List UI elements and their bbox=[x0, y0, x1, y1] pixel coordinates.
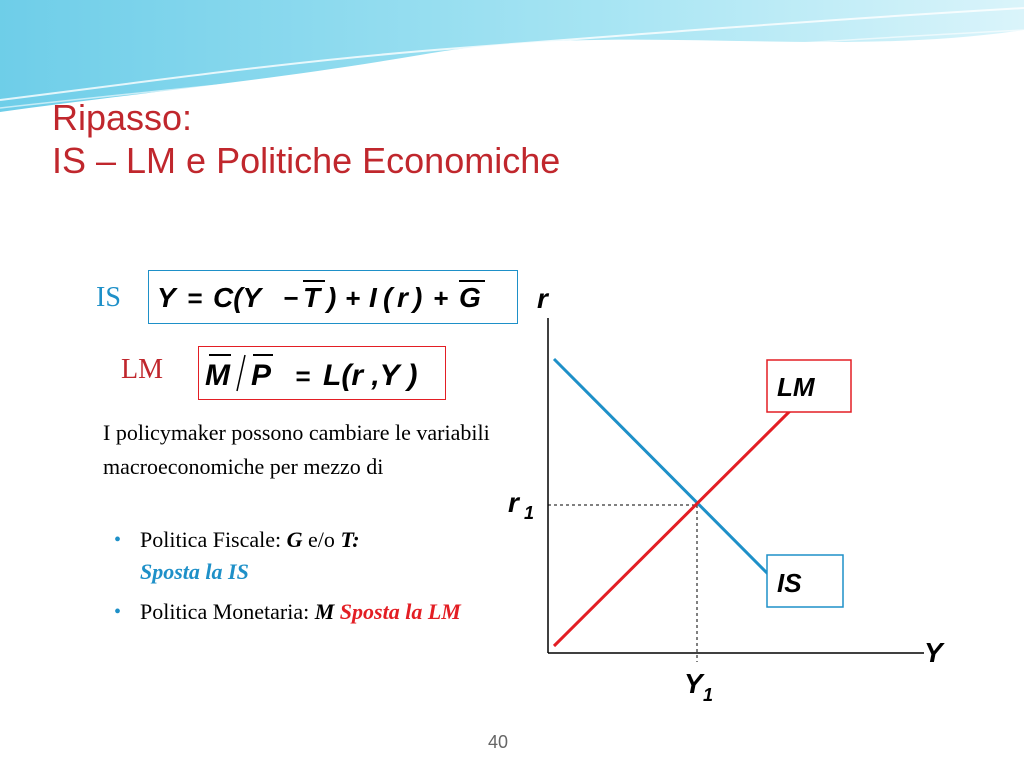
r1-label: r bbox=[508, 487, 519, 518]
svg-text:I: I bbox=[369, 282, 377, 313]
is-equation-label: IS bbox=[96, 282, 121, 313]
svg-text:P: P bbox=[251, 359, 272, 392]
bullet2-effect: Sposta la LM bbox=[339, 599, 461, 624]
intro-paragraph: I policymaker possono cambiare le variabili macroeconomiche per mezzo di bbox=[103, 420, 490, 479]
lm-equation-label: LM bbox=[121, 354, 163, 385]
bullet1-var-t: T: bbox=[340, 527, 360, 552]
bullet1-mid: e/o bbox=[302, 527, 341, 552]
svg-text:): ) bbox=[327, 282, 337, 313]
y1-label: Y bbox=[684, 668, 703, 699]
title-line-2: IS – LM e Politiche Economiche bbox=[52, 140, 561, 182]
svg-text:(: ( bbox=[383, 282, 393, 313]
svg-text:−: − bbox=[283, 283, 299, 313]
lm-curve bbox=[554, 408, 793, 646]
svg-text:r: r bbox=[397, 282, 408, 313]
svg-text:M: M bbox=[205, 359, 230, 392]
svg-text:): ) bbox=[413, 282, 423, 313]
page-number: 40 bbox=[488, 732, 509, 752]
is-curve-label: IS bbox=[777, 568, 802, 598]
svg-text:=: = bbox=[187, 283, 203, 313]
svg-text:=: = bbox=[295, 361, 311, 391]
svg-text:L(r ,Y ): L(r ,Y ) bbox=[323, 359, 418, 392]
x-axis-label: Y bbox=[924, 637, 943, 668]
bullet1-var-g: G bbox=[286, 527, 303, 552]
y1-subscript: 1 bbox=[703, 685, 714, 705]
bullet2-prefix: Politica Monetaria: bbox=[140, 599, 315, 624]
lm-curve-label: LM bbox=[777, 372, 815, 402]
y-axis-label: r bbox=[537, 283, 548, 314]
svg-text:G: G bbox=[459, 282, 481, 313]
is-curve bbox=[554, 359, 774, 580]
svg-text:Y: Y bbox=[157, 282, 176, 313]
r1-subscript: 1 bbox=[524, 503, 535, 523]
svg-text:+: + bbox=[345, 283, 361, 313]
svg-text:C(Y: C(Y bbox=[213, 282, 262, 313]
title-line-1: Ripasso: bbox=[52, 97, 193, 138]
bullet-dot-icon: • bbox=[114, 601, 122, 623]
bullet1-effect: Sposta la IS bbox=[140, 559, 249, 584]
svg-text:+: + bbox=[433, 283, 449, 313]
bullet-dot-icon: • bbox=[114, 529, 122, 551]
bullet1-prefix: Politica Fiscale: bbox=[140, 527, 287, 552]
svg-text:T: T bbox=[303, 282, 321, 313]
bullet2-var-m: M bbox=[314, 599, 335, 624]
